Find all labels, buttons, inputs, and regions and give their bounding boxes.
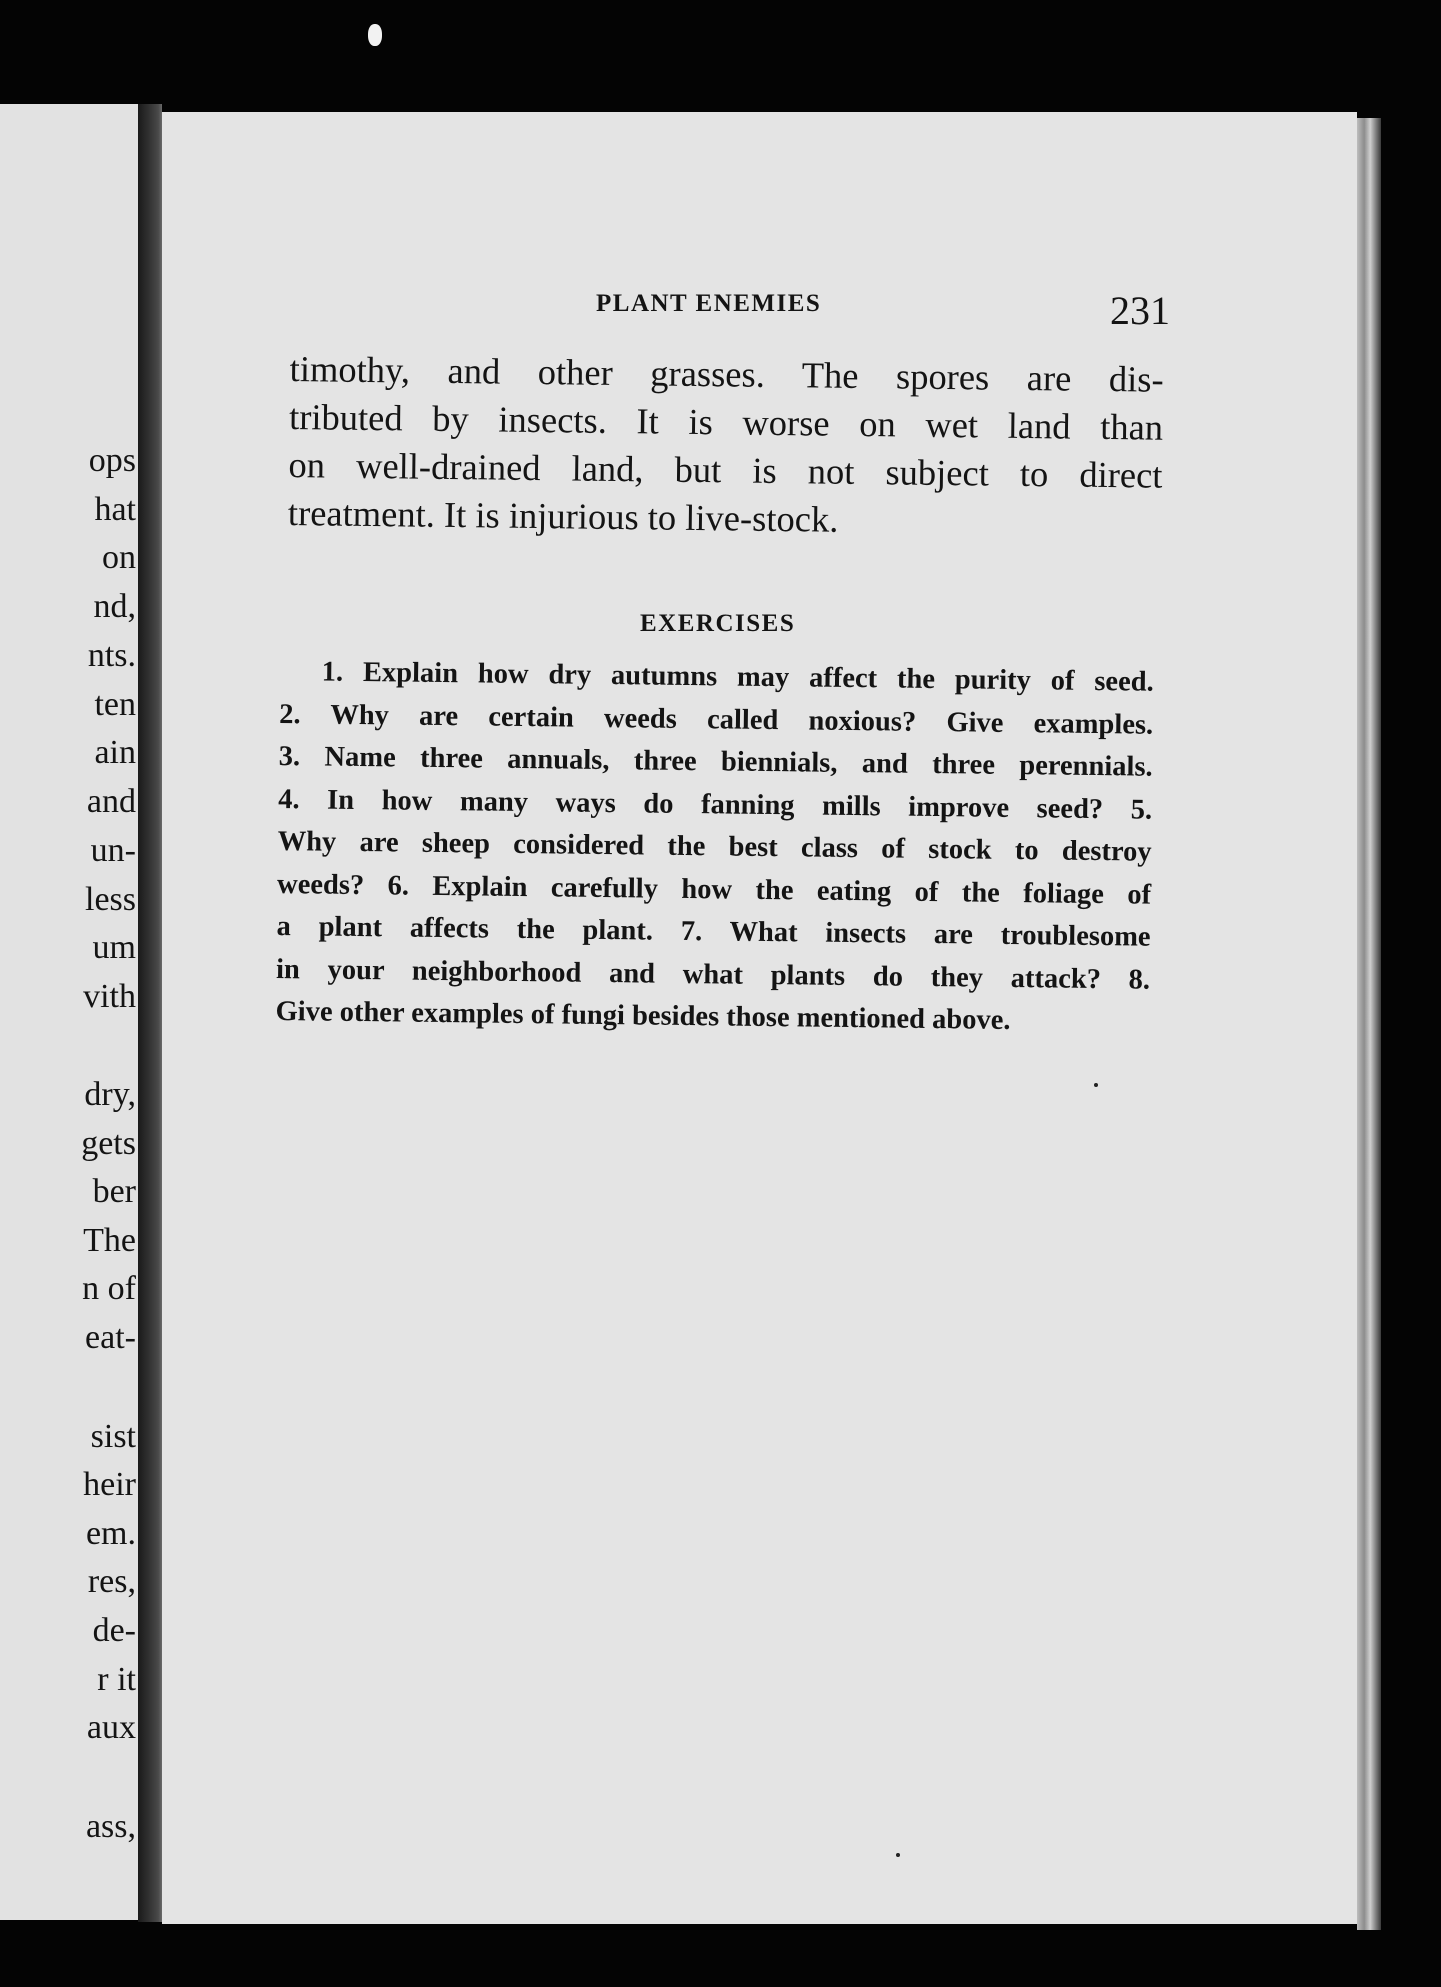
exercise-line: 2. Why are certain weeds called noxious? Give examples. <box>279 698 1154 741</box>
exercises-heading: EXERCISES <box>640 610 796 637</box>
left-page-line: ten <box>94 686 136 723</box>
left-page-line: on <box>102 539 136 576</box>
page-edge <box>1357 118 1381 1930</box>
left-page-line: nts. <box>87 637 136 674</box>
exercise-line: 3. Name three annuals, three biennials, and three perennials. <box>278 740 1153 783</box>
left-page-line: sist <box>90 1418 136 1455</box>
exercise-line: in your neighborhood and what plants do they attack? 8. <box>275 953 1151 996</box>
left-page-line: and <box>86 783 136 820</box>
body-line: treatment. It is injurious to live-stock. <box>287 491 839 540</box>
previous-page-fragment <box>0 104 138 1920</box>
left-page-line: de- <box>92 1612 136 1649</box>
body-line: tributed by insects. It is worse on wet land than <box>288 395 1164 448</box>
left-page-line: un- <box>90 832 136 869</box>
left-page-line: aux <box>86 1709 136 1746</box>
left-page-line: nd, <box>93 588 136 625</box>
exercises-list <box>275 651 1154 1044</box>
left-page-line: n of <box>82 1270 136 1307</box>
scan-artifact <box>368 24 382 46</box>
left-page-line: ass, <box>85 1808 136 1845</box>
exercise-line: 1. Explain how dry autumns may affect the purity of seed. <box>321 656 1154 698</box>
left-page-line: gets <box>81 1125 136 1162</box>
left-page-line: ber <box>92 1173 136 1210</box>
left-page-line: hat <box>94 491 136 528</box>
left-page-line: eat- <box>85 1319 136 1356</box>
exercise-line: Give other examples of fungi besides those mentioned above. <box>275 995 1011 1036</box>
body-paragraph <box>288 345 1164 548</box>
left-page-line: ain <box>94 734 136 771</box>
left-page-line: em. <box>85 1515 136 1552</box>
page-number: 231 <box>1110 288 1170 333</box>
left-page-line: r it <box>97 1661 136 1698</box>
left-page-line: vith <box>83 978 136 1015</box>
left-page-line: um <box>92 929 136 966</box>
left-page-line: heir <box>83 1466 136 1503</box>
exercise-line: 4. In how many ways do fanning mills improve seed? 5. <box>278 783 1153 826</box>
exercise-line: weeds? 6. Explain carefully how the eating of the foliage of <box>276 868 1152 911</box>
exercise-line: a plant affects the plant. 7. What insects are troublesome <box>276 910 1151 953</box>
exercise-line: Why are sheep considered the best class of stock to destroy <box>277 825 1152 868</box>
body-line: timothy, and other grasses. The spores are dis- <box>289 347 1164 400</box>
scan-speck <box>1094 1083 1098 1087</box>
body-line: on well-drained land, but is not subject to direct <box>288 443 1163 496</box>
left-page-line: The <box>83 1222 136 1259</box>
left-page-line: dry, <box>84 1076 136 1113</box>
running-head: PLANT ENEMIES <box>596 290 822 317</box>
left-page-line: ops <box>88 442 136 479</box>
left-page-line: less <box>85 881 136 918</box>
left-page-line: res, <box>87 1563 136 1600</box>
book-gutter <box>138 104 162 1922</box>
scan-speck <box>896 1853 900 1857</box>
